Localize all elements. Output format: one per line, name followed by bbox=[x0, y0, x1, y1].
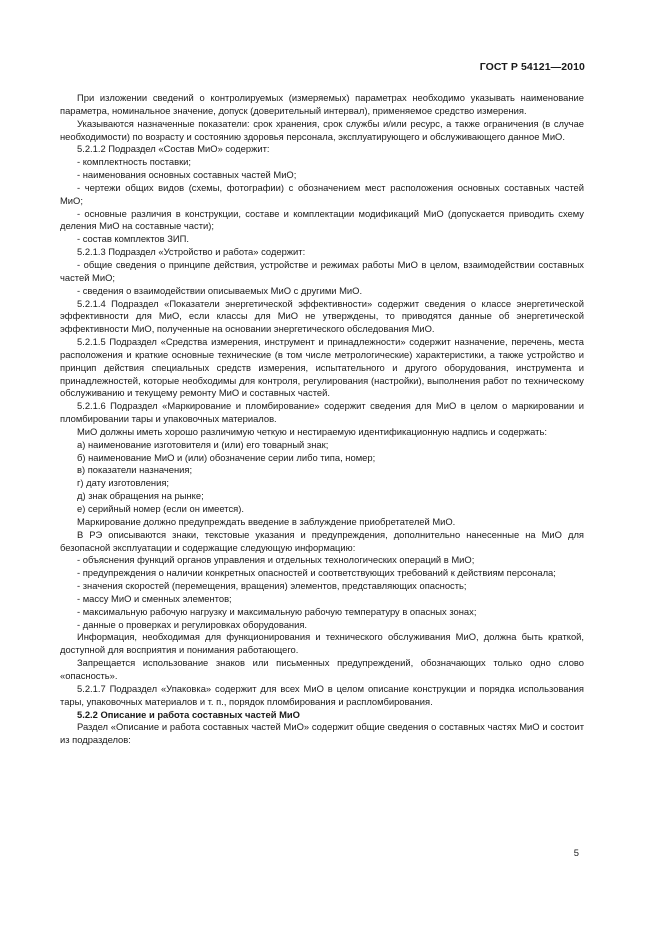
paragraph: Указываются назначенные показатели: срок хранения, срок службы и/или ресурс, а также ограничения (в случае необходимости) по возрасту и состоянию здоровья персонала, эксплуатирующего и обслуживающего данное МиО. bbox=[60, 117, 584, 142]
paragraph: Запрещается использование знаков или письменных предупреждений, обозначающих только одно слово «опасность». bbox=[60, 657, 584, 681]
page-number: 5 bbox=[573, 847, 579, 858]
list-item: - чертежи общих видов (схемы, фотографии) с обозначением мест расположения основных составных частей МиО; bbox=[60, 181, 584, 206]
list-item: - объяснения функций органов управления и отдельных технологических операций в МиО; bbox=[77, 554, 475, 566]
paragraph: 5.2.1.3 Подраздел «Устройство и работа» содержит: bbox=[77, 246, 306, 258]
list-item: - сведения о взаимодействии описываемых МиО с другими МиО. bbox=[77, 284, 363, 296]
list-item: - значения скоростей (перемещения, вращения) элементов, представляющих опасность; bbox=[77, 580, 467, 592]
list-item: - предупреждения о наличии конкретных опасностей и соответствующих требований к действиям персонала; bbox=[77, 567, 556, 579]
section-heading: 5.2.2 Описание и работа составных частей МиО bbox=[77, 708, 300, 720]
paragraph: В РЭ описываются знаки, текстовые указания и предупреждения, дополнительно нанесенные на МиО для безопасной эксплуатации и содержащие следующую информацию: bbox=[60, 528, 584, 553]
list-item: - массу МиО и сменных элементов; bbox=[77, 592, 232, 604]
list-item: - состав комплектов ЗИП. bbox=[77, 233, 189, 245]
paragraph: 5.2.1.5 Подраздел «Средства измерения, инструмент и принадлежности» содержит назначение, перечень, места расположения и краткие основные технические (в том числе метрологические) характеристики, а также устройство и принцип действия специальных средств измерения, испытательного и другого оборудования, инструмента и принадлежностей, которые необходимы для контроля, регулирования (настройки), выполнения работ по техническому обслуживанию и текущему ремонту МиО и составных частей. bbox=[60, 336, 584, 399]
body-text bbox=[60, 92, 584, 747]
list-item: г) дату изготовления; bbox=[77, 477, 170, 489]
paragraph: При изложении сведений о контролируемых (измеряемых) параметрах необходимо указывать наименование параметра, номинальное значение, допуск (доверительный интервал), применяемое средство измерения. bbox=[60, 92, 584, 116]
paragraph: 5.2.1.2 Подраздел «Состав МиО» содержит: bbox=[77, 143, 270, 155]
paragraph: МиО должны иметь хорошо различимую четкую и нестираемую идентификационную надпись и содержать: bbox=[77, 425, 547, 437]
paragraph: Информация, необходимая для функционирования и технического обслуживания МиО, должна быть краткой, доступной для восприятия и понимания работающего. bbox=[60, 631, 584, 656]
paragraph: Раздел «Описание и работа составных частей МиО» содержит общие сведения о составных частях МиО и состоит из подразделов: bbox=[60, 721, 584, 746]
paragraph: Маркирование должно предупреждать введение в заблуждение приобретателей МиО. bbox=[77, 515, 456, 527]
list-item: - наименования основных составных частей МиО; bbox=[77, 169, 297, 181]
list-item: - данные о проверках и регулировках оборудования. bbox=[77, 618, 308, 630]
list-item: - основные различия в конструкции, составе и комплектации модификаций МиО (допускается приводить схему деления МиО на составные части); bbox=[60, 207, 584, 232]
list-item: а) наименование изготовителя и (или) его товарный знак; bbox=[77, 438, 329, 450]
document-code: ГОСТ Р 54121—2010 bbox=[479, 61, 585, 73]
paragraph: 5.2.1.6 Подраздел «Маркирование и пломбирование» содержит сведения для МиО в целом о маркировании и пломбировании тары и упаковочных материалов. bbox=[60, 400, 584, 425]
list-item: - максимальную рабочую нагрузку и максимальную рабочую температуру в опасных зонах; bbox=[77, 605, 477, 617]
list-item: д) знак обращения на рынке; bbox=[77, 490, 204, 502]
list-item: - комплектность поставки; bbox=[77, 156, 192, 168]
list-item: - общие сведения о принципе действия, устройстве и режимах работы МиО в целом, взаимодействии составных частей МиО; bbox=[60, 258, 584, 283]
paragraph: 5.2.1.4 Подраздел «Показатели энергетической эффективности» содержит сведения о классе энергетической эффективности для МиО, если классы для МиО не утверждены, то приводятся данные об энергетической эффективности МиО, полученные на основании энергетического обследования МиО. bbox=[60, 297, 584, 335]
list-item: е) серийный номер (если он имеется). bbox=[77, 503, 244, 514]
list-item: б) наименование МиО и (или) обозначение серии либо типа, номер; bbox=[77, 451, 376, 463]
paragraph: 5.2.1.7 Подраздел «Упаковка» содержит для всех МиО в целом описание конструкции и порядка использования тары, упаковочных материалов и т. п., порядок пломбирования и распломбирования. bbox=[60, 682, 584, 707]
list-item: в) показатели назначения; bbox=[77, 464, 193, 476]
